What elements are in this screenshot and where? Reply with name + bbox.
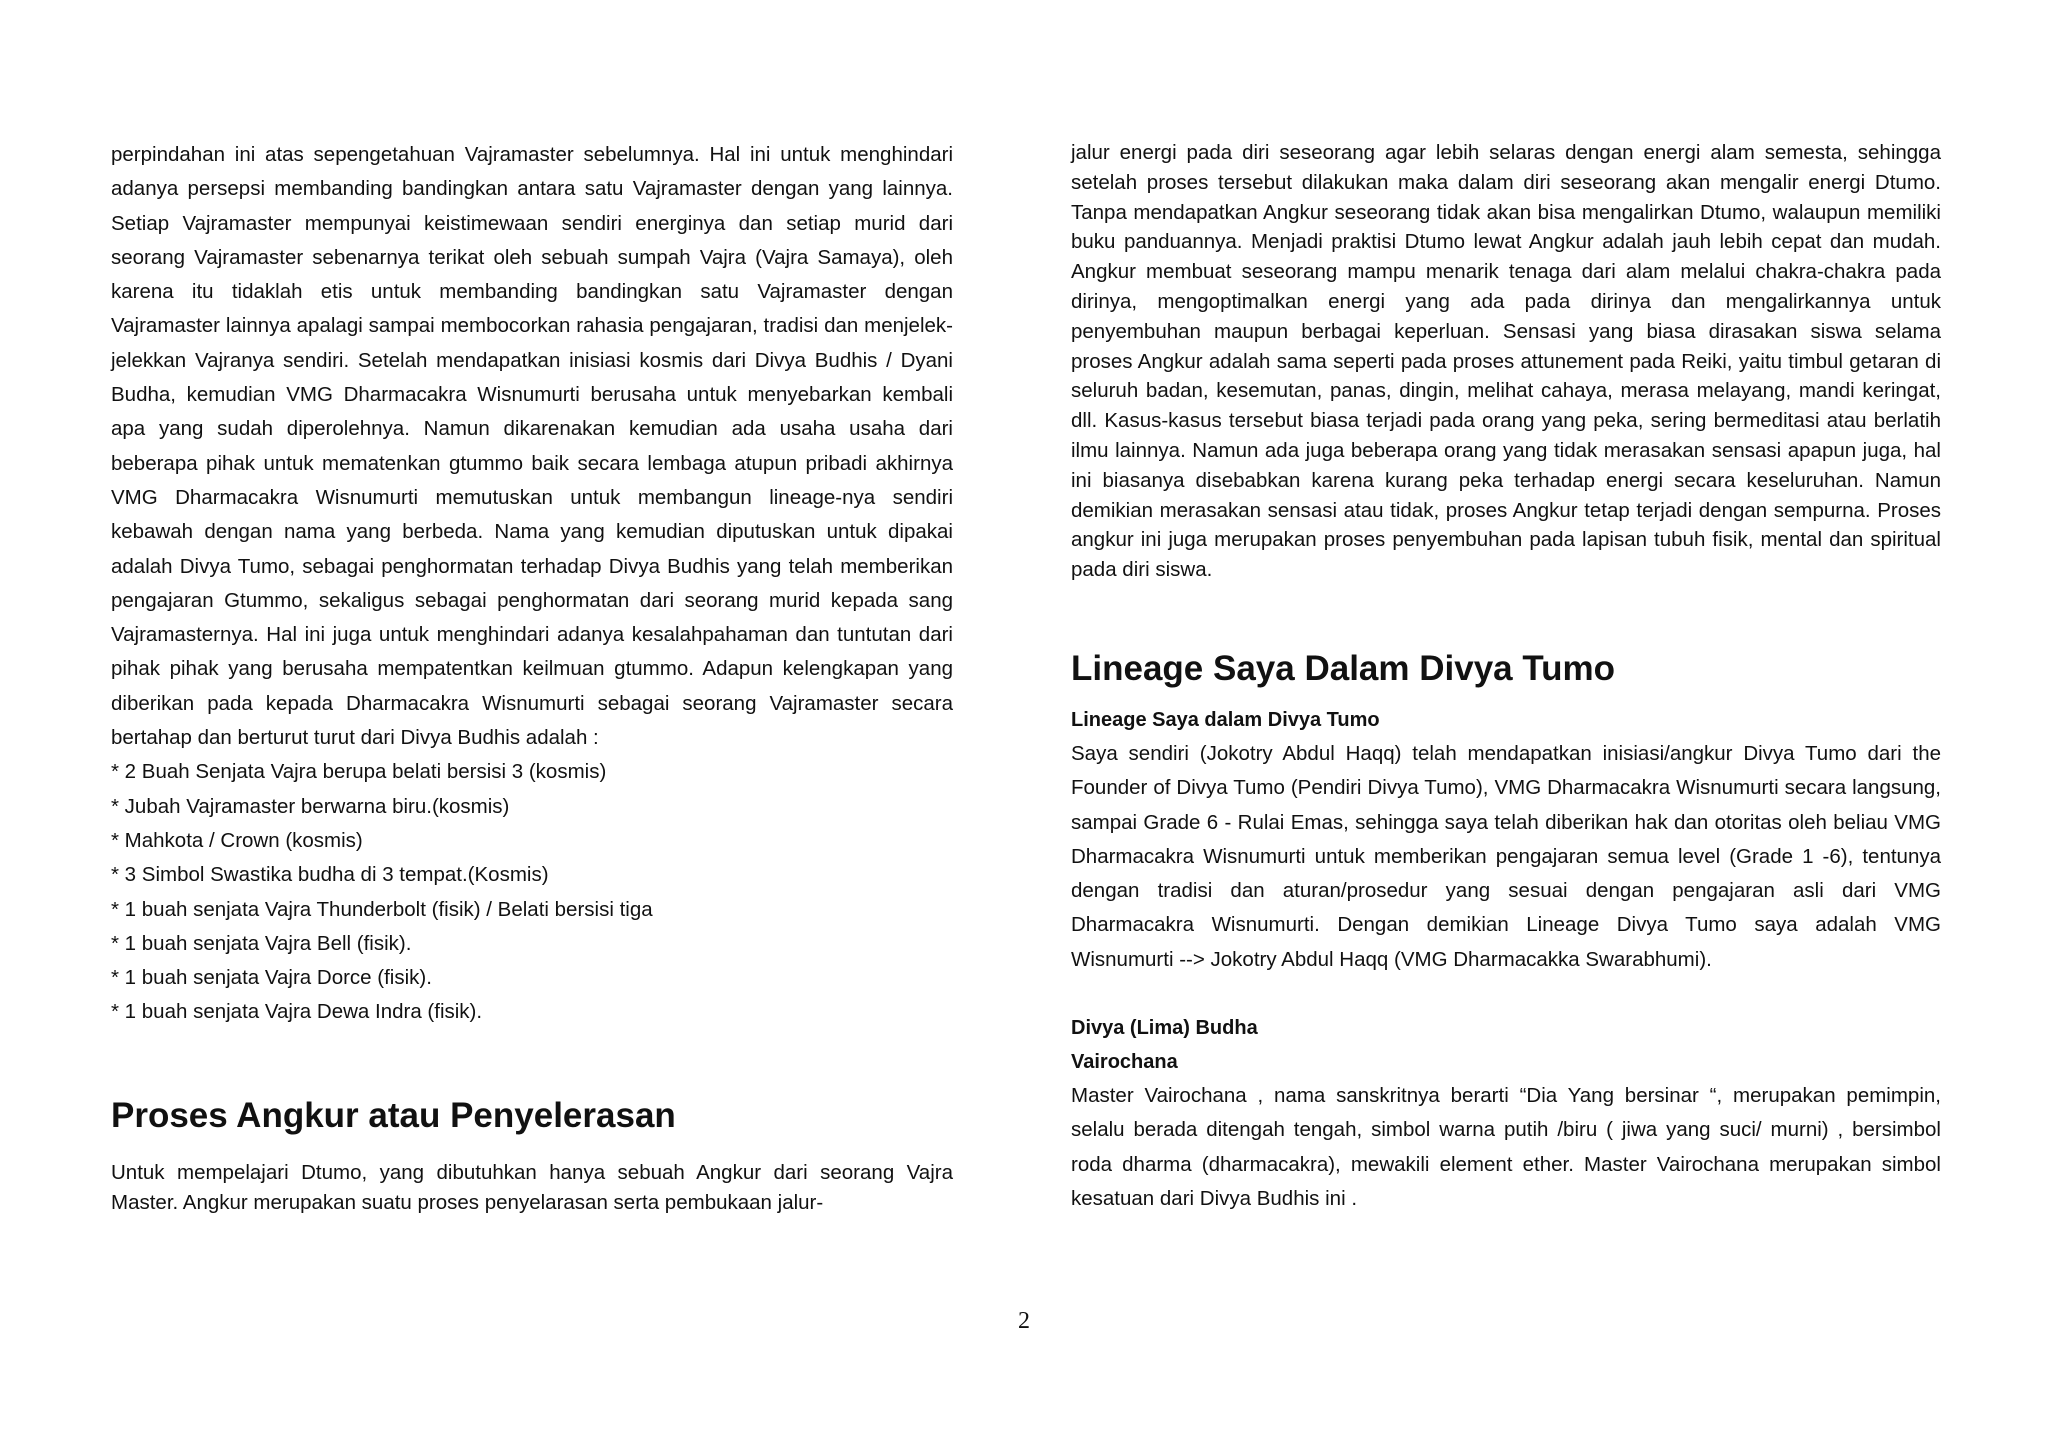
- left-paragraph-vajramaster: perpindahan ini atas sepengetahuan Vajramaster sebelumnya. Hal ini untuk menghindari adanya persepsi membanding bandingkan antara satu Vajramaster dengan yang lainnya. Setiap Vajramaster mempunyai keistimewaan sendiri energinya dan setiap murid dari seorang Vajramaster sebenarnya terikat oleh sebuah sumpah Vajra (Vajra Samaya), oleh karena itu tidaklah etis untuk membanding bandingkan satu Vajramaster dengan Vajramaster lainnya apalagi sampai membocorkan rahasia pengajaran, tradisi dan menjelek-jelekkan Vajranya sendiri. Setelah mendapatkan inisiasi kosmis dari Divya Budhis / Dyani Budha, kemudian VMG Dharmacakra Wisnumurti berusaha untuk menyebarkan kembali apa yang sudah diperolehnya. Namun dikarenakan kemudian ada usaha usaha dari beberapa pihak untuk mematenkan gtummo baik secara lembaga atupun pribadi akhirnya VMG Dharmacakra Wisnumurti memutuskan untuk membangun lineage-nya sendiri kebawah dengan nama yang berbeda. Nama yang kemudian diputuskan untuk dipakai adalah Divya Tumo, sebagai penghormatan terhadap Divya Budhis yang telah memberikan pengajaran Gtummo, sekaligus sebagai penghormatan dari seorang murid kepada sang Vajramasternya. Hal ini juga untuk menghindari adanya kesalahpahaman dan tuntutan dari pihak pihak yang berusaha mempatentkan keilmuan gtummo. Adapun kelengkapan yang diberikan pada kepada Dharmacakra Wisnumurti sebagai seorang Vajramaster secara bertahap dan berturut turut dari Divya Budhis adalah :: [111, 143, 953, 750]
- page-number: 2: [1018, 1308, 1030, 1334]
- right-paragraph-vairochana: Master Vairochana , nama sanskritnya berarti “Dia Yang bersinar “, merupakan pemimpin, selalu berada ditengah tengah, simbol warna putih /biru ( jiwa yang suci/ murni) , bersimbol roda dharma (dharmacakra), mewakili element ether. Master Vairochana merupakan simbol kesatuan dari Divya Budhis ini .: [1071, 1084, 1941, 1210]
- heading-proses-angkur: Proses Angkur atau Penyelerasan: [111, 1095, 676, 1135]
- list-item: * 1 buah senjata Vajra Dorce (fisik).: [111, 966, 432, 990]
- list-item: * 1 buah senjata Vajra Thunderbolt (fisik) / Belati bersisi tiga: [111, 897, 653, 921]
- left-column: [111, 138, 953, 1217]
- list-item: * 1 buah senjata Vajra Dewa Indra (fisik).: [111, 1000, 483, 1024]
- right-paragraph-angkur-process: jalur energi pada diri seseorang agar lebih selaras dengan energi alam semesta, sehingga setelah proses tersebut dilakukan maka dalam diri seseorang akan mengalir energi Dtumo. Tanpa mendapatkan Angkur seseorang tidak akan bisa mengalirkan Dtumo, walaupun memiliki buku panduannya. Menjadi praktisi Dtumo lewat Angkur adalah jauh lebih cepat dan mudah. Angkur membuat seseorang mampu menarik tenaga dari alam melalui chakra-chakra pada dirinya, mengoptimalkan energi yang ada pada dirinya dan mengalirkannya untuk penyembuhan maupun berbagai keperluan. Sensasi yang biasa dirasakan siswa selama proses Angkur adalah sama seperti pada proses attunement pada Reiki, yaitu timbul getaran di seluruh badan, kesemutan, panas, dingin, melihat cahaya, merasa melayang, mandi keringat, dll. Kasus-kasus tersebut biasa terjadi pada orang yang peka, sering bermeditasi atau berlatih ilmu lainnya. Namun ada juga beberapa orang yang tidak merasakan sensasi apapun juga, hal ini biasanya disebabkan karena kurang peka terhadap energi secara keseluruhan. Namun demikian merasakan sensasi atau tidak, proses Angkur tetap terjadi dengan sempurna. Proses angkur ini juga merupakan proses penyembuhan pada lapisan tubuh fisik, mental dan spiritual pada diri siswa.: [1071, 141, 1941, 582]
- subheading-vairochana: Vairochana: [1071, 1051, 1178, 1074]
- right-paragraph-lineage: Saya sendiri (Jokotry Abdul Haqq) telah mendapatkan inisiasi/angkur Divya Tumo dari the Founder of Divya Tumo (Pendiri Divya Tumo), VMG Dharmacakra Wisnumurti secara langsung, sampai Grade 6 - Rulai Emas, sehingga saya telah diberikan hak dan otoritas oleh beliau VMG Dharmacakra Wisnumurti untuk memberikan pengajaran semua level (Grade 1 -6), tentunya dengan tradisi dan aturan/prosedur yang sesuai dengan pengajaran asli dari VMG Dharmacakra Wisnumurti. Dengan demikian Lineage Divya Tumo saya adalah VMG Wisnumurti --> Jokotry Abdul Haqq (VMG Dharmacakka Swarabhumi).: [1071, 741, 1941, 971]
- list-item: * Mahkota / Crown (kosmis): [111, 828, 363, 852]
- left-paragraph-angkur: Untuk mempelajari Dtumo, yang dibutuhkan hanya sebuah Angkur dari seorang Vajra Master. Angkur merupakan suatu proses penyelarasan serta pembukaan jalur-: [111, 1160, 953, 1214]
- list-item: * 2 Buah Senjata Vajra berupa belati bersisi 3 (kosmis): [111, 760, 607, 784]
- heading-lineage: Lineage Saya Dalam Divya Tumo: [1071, 648, 1616, 688]
- subheading-divya-budha: Divya (Lima) Budha: [1071, 1017, 1258, 1040]
- right-column: [1071, 138, 1941, 1216]
- list-item: * 3 Simbol Swastika budha di 3 tempat.(Kosmis): [111, 863, 549, 887]
- list-item: * Jubah Vajramaster berwarna biru.(kosmis): [111, 794, 510, 818]
- list-item: * 1 buah senjata Vajra Bell (fisik).: [111, 931, 412, 955]
- subheading-lineage: Lineage Saya dalam Divya Tumo: [1071, 708, 1380, 731]
- vajra-equipment-list: [111, 755, 953, 1029]
